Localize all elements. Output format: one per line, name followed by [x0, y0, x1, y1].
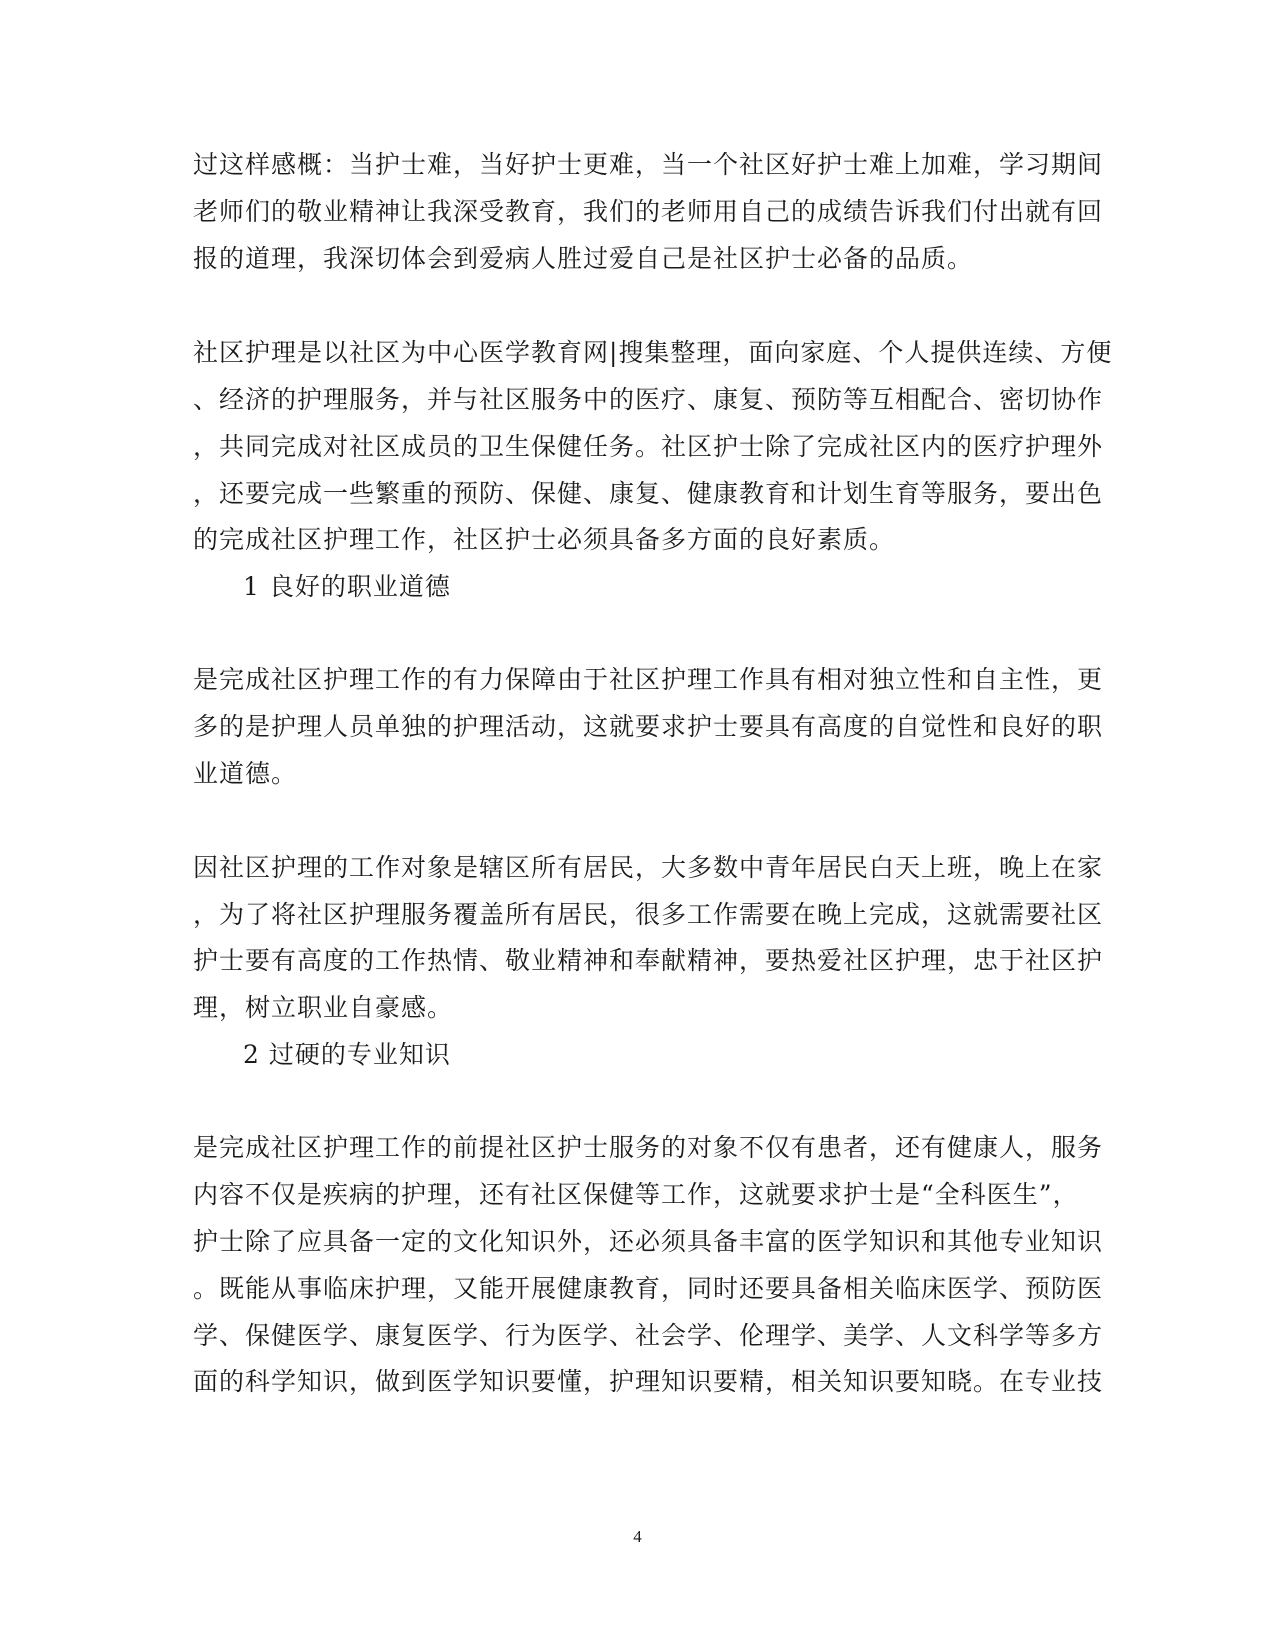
paragraph-line: 是完成社区护理工作的前提社区护士服务的对象不仅有患者，还有健康人，服务 — [193, 1133, 1104, 1162]
paragraph-line: 护士要有高度的工作热情、敬业精神和奉献精神，要热爱社区护理，忠于社区护 — [193, 946, 1104, 975]
paragraph-line: ，为了将社区护理服务覆盖所有居民，很多工作需要在晚上完成，这就需要社区 — [193, 900, 1104, 929]
paragraph-line: 理，树立职业自豪感。 — [193, 993, 454, 1022]
paragraph-line: 是完成社区护理工作的有力保障由于社区护理工作具有相对独立性和自主性，更 — [193, 665, 1104, 694]
paragraph-line: ，共同完成对社区成员的卫生保健任务。社区护士除了完成社区内的医疗护理外 — [193, 432, 1104, 461]
paragraph-line: 的完成社区护理工作，社区护士必须具备多方面的良好素质。 — [193, 525, 896, 554]
page-number: 4 — [633, 1527, 642, 1546]
paragraph-line: 、经济的护理服务，并与社区服务中的医疗、康复、预防等互相配合、密切协作 — [193, 385, 1104, 414]
paragraph-line: 学、保健医学、康复医学、行为医学、社会学、伦理学、美学、人文科学等多方 — [193, 1321, 1104, 1350]
section-heading: 1 良好的职业道德 — [243, 572, 451, 601]
paragraph-line: 面的科学知识，做到医学知识要懂，护理知识要精，相关知识要知晓。在专业技 — [193, 1367, 1104, 1396]
paragraph-line: 内容不仅是疾病的护理，还有社区保健等工作，这就要求护士是“全科医生”， — [193, 1180, 1079, 1209]
paragraph-line: 过这样感概：当护士难，当好护士更难，当一个社区好护士难上加难，学习期间 — [193, 150, 1104, 179]
paragraph-line: 护士除了应具备一定的文化知识外，还必须具备丰富的医学知识和其他专业知识 — [193, 1227, 1104, 1256]
paragraph-line: 多的是护理人员单独的护理活动，这就要求护士要具有高度的自觉性和良好的职 — [193, 712, 1104, 741]
paragraph-line: 老师们的敬业精神让我深受教育，我们的老师用自己的成绩告诉我们付出就有回 — [193, 197, 1104, 226]
paragraph-line: 报的道理，我深切体会到爱病人胜过爱自己是社区护士必备的品质。 — [193, 244, 974, 273]
section-heading: 2 过硬的专业知识 — [243, 1040, 451, 1069]
paragraph-line: 因社区护理的工作对象是辖区所有居民，大多数中青年居民白天上班，晚上在家 — [193, 853, 1104, 882]
paragraph-line: 社区护理是以社区为中心医学教育网|搜集整理，面向家庭、个人提供连续、方便 — [193, 338, 1113, 367]
paragraph-line: 业道德。 — [193, 759, 298, 788]
paragraph-line: 。既能从事临床护理，又能开展健康教育，同时还要具备相关临床医学、预防医 — [193, 1274, 1104, 1303]
paragraph-line: ，还要完成一些繁重的预防、保健、康复、健康教育和计划生育等服务，要出色 — [193, 479, 1104, 508]
